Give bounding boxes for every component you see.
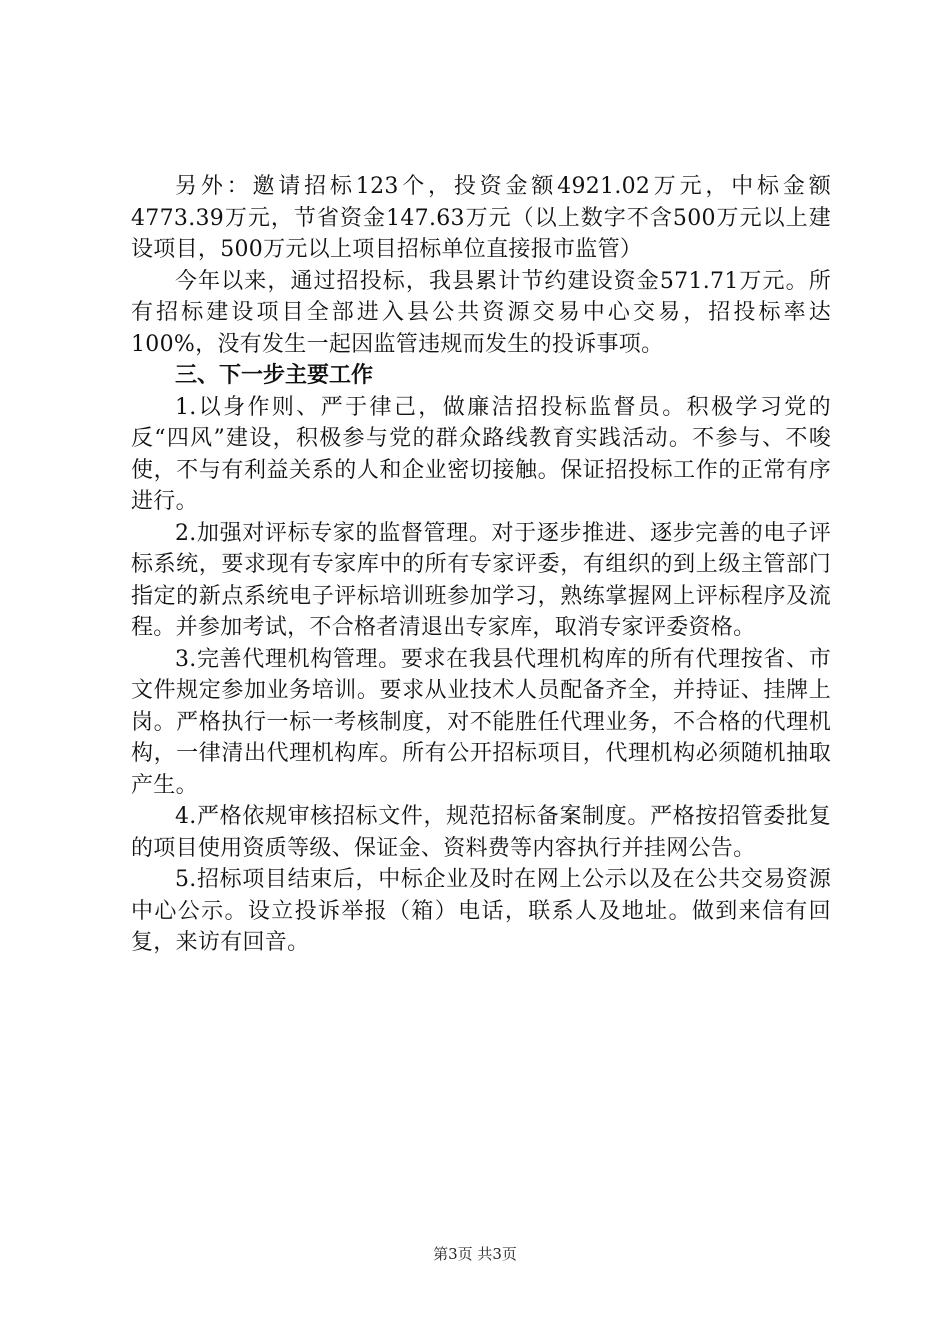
paragraph-item-2: 2.加强对评标专家的监督管理。对于逐步推进、逐步完善的电子评标系统，要求现有专家库中的所有专家评委，有组织的到上级主管部门指定的新点系统电子评标培训班参加学习，熟练掌握网上评标程序及流程。并参加考试，不合格者清退出专家库，取消专家评委资格。 [131,520,831,640]
paragraph-savings-summary: 今年以来，通过招投标，我县累计节约建设资金571.71万元。所有招标建设项目全部进入县公共资源交易中心交易，招投标率达100%，没有发生一起因监管违规而发生的投诉事项。 [131,268,831,357]
paragraph-item-3: 3.完善代理机构管理。要求在我县代理机构库的所有代理按省、市文件规定参加业务培训。要求从业技术人员配备齐全，并持证、挂牌上岗。严格执行一标一考核制度，对不能胜任代理业务，不合格的代理机构，一律清出代理机构库。所有公开招标项目，代理机构必须随机抽取产生。 [131,646,831,798]
paragraph-item-5: 5.招标项目结束后，中标企业及时在网上公示以及在公共交易资源中心公示。设立投诉举报（箱）电话，联系人及地址。做到来信有回复，来访有回音。 [131,867,831,955]
paragraph-item-4: 4.严格依规审核招标文件，规范招标备案制度。严格按招管委批复的项目使用资质等级、保证金、资料费等内容执行并挂网公告。 [131,804,831,861]
document-body [131,171,831,959]
paragraph-invited-bidding: 另外：邀请招标123个，投资金额4921.02万元，中标金额4773.39万元，节省资金147.63万元（以上数字不含500万元以上建设项目，500万元以上项目招标单位直接报市监管） [131,174,831,262]
page-number-footer: 第3页 共3页 [433,1245,517,1263]
paragraph-item-1: 1.以身作则、严于律己，做廉洁招投标监督员。积极学习党的反“四风”建设，积极参与党的群众路线教育实践活动。不参与、不唆使，不与有利益关系的人和企业密切接触。保证招投标工作的正常有序进行。 [131,394,831,514]
section-heading-next-steps: 三、下一步主要工作 [175,363,374,388]
